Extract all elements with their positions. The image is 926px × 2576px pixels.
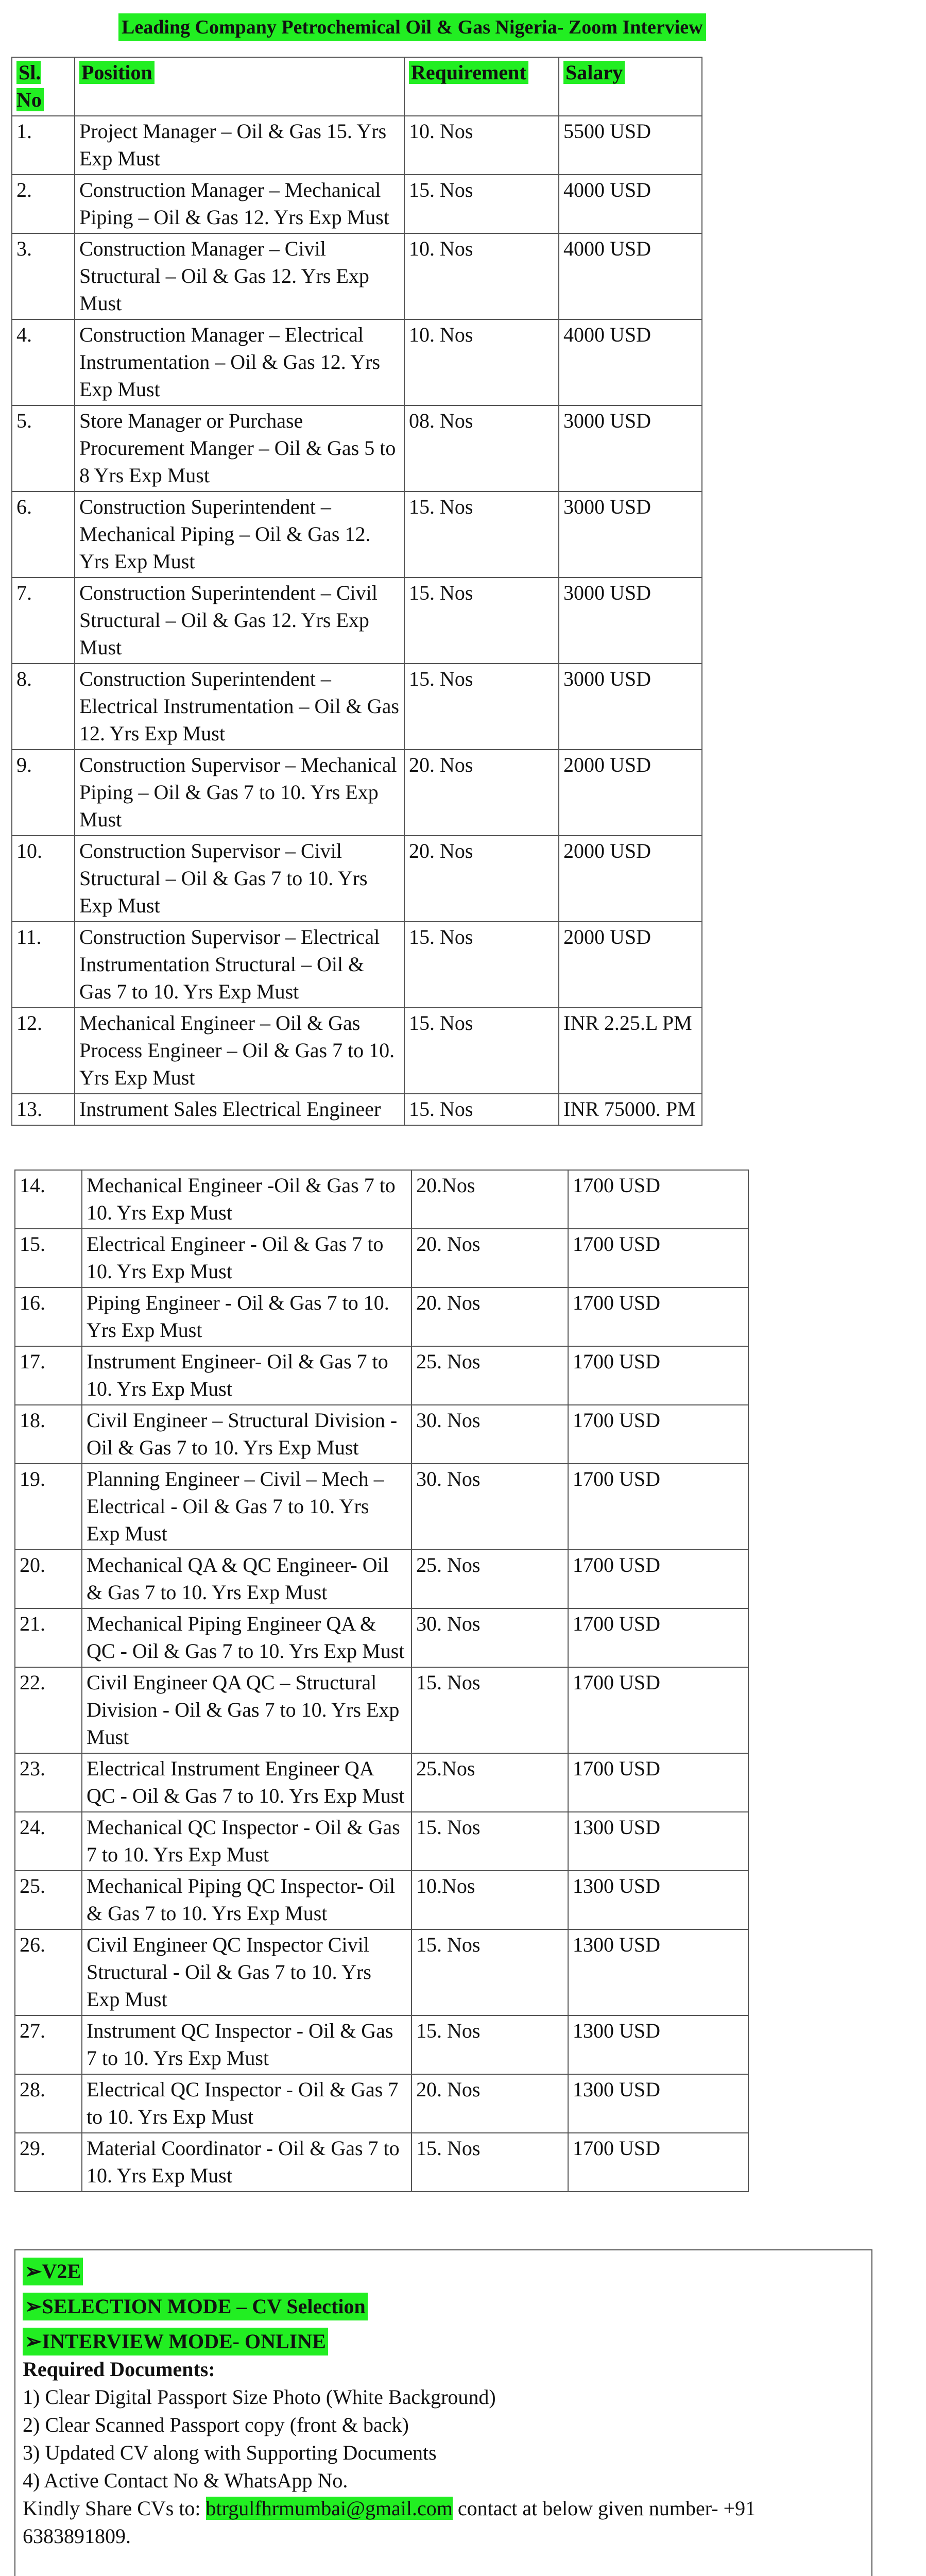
cell-sl-no: 27.	[15, 2015, 82, 2074]
page-title: Leading Company Petrochemical Oil & Gas Nigeria- Zoom Interview	[118, 13, 706, 41]
table-row	[12, 319, 702, 405]
selection-mode-note: ➢SELECTION MODE – CV Selection	[23, 2293, 368, 2320]
cell-salary: 3000 USD	[559, 405, 702, 492]
cell-sl-no: 9.	[12, 750, 75, 836]
cell-position: Construction Manager – Civil Structural – Oil & Gas 12. Yrs Exp Must	[75, 233, 404, 319]
cell-position: Construction Superintendent – Electrical Instrumentation – Oil & Gas 12. Yrs Exp Must	[75, 664, 404, 750]
cell-salary: 1700 USD	[568, 1170, 748, 1229]
cell-position: Piping Engineer - Oil & Gas 7 to 10. Yrs Exp Must	[82, 1287, 411, 1346]
cell-sl-no: 16.	[15, 1287, 82, 1346]
cell-sl-no: 6.	[12, 492, 75, 578]
cell-sl-no: 21.	[15, 1608, 82, 1667]
cell-requirement: 20. Nos	[411, 2074, 568, 2133]
cell-sl-no: 7.	[12, 578, 75, 664]
cell-salary: 1700 USD	[568, 1464, 748, 1550]
application-info-box	[14, 2249, 872, 2576]
cell-requirement: 25. Nos	[411, 1346, 568, 1405]
cell-sl-no: 25.	[15, 1871, 82, 1929]
table-row	[12, 175, 702, 233]
cell-position: Civil Engineer – Structural Division - Oil & Gas 7 to 10. Yrs Exp Must	[82, 1405, 411, 1464]
required-document-item: 2) Clear Scanned Passport copy (front & back)	[23, 2413, 409, 2436]
cell-position: Planning Engineer – Civil – Mech – Electrical - Oil & Gas 7 to 10. Yrs Exp Must	[82, 1464, 411, 1550]
table-row	[12, 233, 702, 319]
cell-requirement: 08. Nos	[404, 405, 559, 492]
cell-position: Mechanical Engineer – Oil & Gas Process Engineer – Oil & Gas 7 to 10. Yrs Exp Must	[75, 1008, 404, 1094]
cell-salary: 1300 USD	[568, 1871, 748, 1929]
cell-sl-no: 2.	[12, 175, 75, 233]
cell-salary: 2000 USD	[559, 750, 702, 836]
cell-salary: 1700 USD	[568, 2133, 748, 2192]
cell-sl-no: 1.	[12, 116, 75, 175]
cell-position: Construction Superintendent – Civil Structural – Oil & Gas 12. Yrs Exp Must	[75, 578, 404, 664]
cell-requirement: 15. Nos	[411, 2133, 568, 2192]
share-cv-instruction: Kindly Share CVs to: btrgulfhrmumbai@gmail.com contact at below given number- +91 6383891809.	[23, 2497, 756, 2548]
cell-salary: 2000 USD	[559, 922, 702, 1008]
cell-position: Civil Engineer QC Inspector Civil Structural - Oil & Gas 7 to 10. Yrs Exp Must	[82, 1929, 411, 2015]
table-row	[15, 1753, 748, 1812]
table-row	[15, 2074, 748, 2133]
cell-position: Mechanical Piping Engineer QA & QC - Oil & Gas 7 to 10. Yrs Exp Must	[82, 1608, 411, 1667]
cell-sl-no: 4.	[12, 319, 75, 405]
cell-position: Construction Manager – Mechanical Piping – Oil & Gas 12. Yrs Exp Must	[75, 175, 404, 233]
cell-salary: 1700 USD	[568, 1667, 748, 1753]
cell-position: Instrument Engineer- Oil & Gas 7 to 10. Yrs Exp Must	[82, 1346, 411, 1405]
cell-requirement: 25.Nos	[411, 1753, 568, 1812]
cell-sl-no: 15.	[15, 1229, 82, 1287]
cell-requirement: 15. Nos	[411, 1812, 568, 1871]
table-row	[12, 836, 702, 922]
cell-requirement: 30. Nos	[411, 1405, 568, 1464]
cell-position: Electrical Instrument Engineer QA QC - Oil & Gas 7 to 10. Yrs Exp Must	[82, 1753, 411, 1812]
cell-requirement: 15. Nos	[411, 1667, 568, 1753]
cell-position: Instrument Sales Electrical Engineer	[75, 1094, 404, 1125]
cell-salary: INR 2.25.L PM	[559, 1008, 702, 1094]
table-row	[15, 1812, 748, 1871]
cell-salary: 4000 USD	[559, 233, 702, 319]
table-header-row	[12, 57, 702, 116]
cell-salary: 5500 USD	[559, 116, 702, 175]
cell-salary: 1700 USD	[568, 1405, 748, 1464]
cell-salary: 1700 USD	[568, 1753, 748, 1812]
cell-salary: 3000 USD	[559, 492, 702, 578]
table-row	[15, 1405, 748, 1464]
cell-sl-no: 26.	[15, 1929, 82, 2015]
cell-requirement: 15. Nos	[404, 492, 559, 578]
cell-salary: 1300 USD	[568, 1812, 748, 1871]
table-row	[15, 2133, 748, 2192]
share-email-link[interactable]: btrgulfhrmumbai@gmail.com	[205, 2497, 453, 2520]
jobs-table-part-1	[11, 57, 702, 1126]
table-row	[15, 1871, 748, 1929]
cell-salary: 1700 USD	[568, 1287, 748, 1346]
cell-sl-no: 5.	[12, 405, 75, 492]
required-document-item: 3) Updated CV along with Supporting Documents	[23, 2441, 437, 2464]
cell-position: Civil Engineer QA QC – Structural Division - Oil & Gas 7 to 10. Yrs Exp Must	[82, 1667, 411, 1753]
table-row	[12, 405, 702, 492]
table-row	[12, 922, 702, 1008]
table-row	[12, 492, 702, 578]
cell-salary: 1700 USD	[568, 1608, 748, 1667]
cell-salary: 3000 USD	[559, 578, 702, 664]
cell-requirement: 20. Nos	[411, 1229, 568, 1287]
cell-salary: INR 75000. PM	[559, 1094, 702, 1125]
cell-salary: 1700 USD	[568, 1346, 748, 1405]
cell-sl-no: 18.	[15, 1405, 82, 1464]
cell-requirement: 15. Nos	[411, 1929, 568, 2015]
table-row	[15, 1346, 748, 1405]
required-document-item: 4) Active Contact No & WhatsApp No.	[23, 2469, 348, 2492]
cell-position: Store Manager or Purchase Procurement Manger – Oil & Gas 5 to 8 Yrs Exp Must	[75, 405, 404, 492]
cell-sl-no: 13.	[12, 1094, 75, 1125]
cell-salary: 1300 USD	[568, 2015, 748, 2074]
cell-sl-no: 10.	[12, 836, 75, 922]
cell-requirement: 30. Nos	[411, 1608, 568, 1667]
table-row	[15, 1170, 748, 1229]
cell-requirement: 10. Nos	[404, 319, 559, 405]
cell-sl-no: 17.	[15, 1346, 82, 1405]
cell-salary: 3000 USD	[559, 664, 702, 750]
cell-position: Electrical QC Inspector - Oil & Gas 7 to 10. Yrs Exp Must	[82, 2074, 411, 2133]
cell-sl-no: 23.	[15, 1753, 82, 1812]
table-row	[15, 1608, 748, 1667]
cell-requirement: 10. Nos	[404, 233, 559, 319]
cell-requirement: 10.Nos	[411, 1871, 568, 1929]
cell-position: Mechanical Piping QC Inspector- Oil & Gas 7 to 10. Yrs Exp Must	[82, 1871, 411, 1929]
table-row	[15, 1667, 748, 1753]
jobs-table-part-2	[14, 1170, 749, 2192]
cell-sl-no: 11.	[12, 922, 75, 1008]
cell-salary: 1300 USD	[568, 1929, 748, 2015]
cell-sl-no: 28.	[15, 2074, 82, 2133]
cell-requirement: 20.Nos	[411, 1170, 568, 1229]
table-row	[12, 116, 702, 175]
v2e-note: ➢V2E	[23, 2258, 83, 2285]
cell-requirement: 20. Nos	[411, 1287, 568, 1346]
cell-sl-no: 19.	[15, 1464, 82, 1550]
table-row	[15, 2015, 748, 2074]
cell-sl-no: 3.	[12, 233, 75, 319]
cell-position: Mechanical QC Inspector - Oil & Gas 7 to 10. Yrs Exp Must	[82, 1812, 411, 1871]
cell-requirement: 15. Nos	[404, 1008, 559, 1094]
cell-sl-no: 22.	[15, 1667, 82, 1753]
cell-requirement: 30. Nos	[411, 1464, 568, 1550]
cell-requirement: 15. Nos	[404, 664, 559, 750]
header-salary: Salary	[559, 57, 702, 116]
table-row	[12, 578, 702, 664]
table-row	[15, 1550, 748, 1608]
cell-sl-no: 24.	[15, 1812, 82, 1871]
table-row	[15, 1929, 748, 2015]
cell-position: Construction Manager – Electrical Instrumentation – Oil & Gas 12. Yrs Exp Must	[75, 319, 404, 405]
cell-salary: 1300 USD	[568, 2074, 748, 2133]
cell-sl-no: 20.	[15, 1550, 82, 1608]
required-documents-list	[23, 2383, 864, 2495]
cell-requirement: 20. Nos	[404, 750, 559, 836]
cell-salary: 4000 USD	[559, 319, 702, 405]
cell-position: Construction Supervisor – Civil Structural – Oil & Gas 7 to 10. Yrs Exp Must	[75, 836, 404, 922]
cell-position: Electrical Engineer - Oil & Gas 7 to 10. Yrs Exp Must	[82, 1229, 411, 1287]
table-row	[12, 1008, 702, 1094]
table-row	[12, 1094, 702, 1125]
cell-salary: 4000 USD	[559, 175, 702, 233]
cell-position: Mechanical Engineer -Oil & Gas 7 to 10. Yrs Exp Must	[82, 1170, 411, 1229]
cell-requirement: 15. Nos	[404, 922, 559, 1008]
cell-sl-no: 29.	[15, 2133, 82, 2192]
cell-salary: 2000 USD	[559, 836, 702, 922]
cell-position: Construction Superintendent – Mechanical Piping – Oil & Gas 12. Yrs Exp Must	[75, 492, 404, 578]
cell-position: Mechanical QA & QC Engineer- Oil & Gas 7 to 10. Yrs Exp Must	[82, 1550, 411, 1608]
cell-position: Construction Supervisor – Electrical Instrumentation Structural – Oil & Gas 7 to 10. Yrs Exp Must	[75, 922, 404, 1008]
header-position: Position	[75, 57, 404, 116]
cell-requirement: 15. Nos	[404, 175, 559, 233]
cell-requirement: 15. Nos	[411, 2015, 568, 2074]
cell-requirement: 15. Nos	[404, 1094, 559, 1125]
cell-sl-no: 12.	[12, 1008, 75, 1094]
header-sl-no: Sl. No	[12, 57, 75, 116]
cell-sl-no: 14.	[15, 1170, 82, 1229]
cell-position: Material Coordinator - Oil & Gas 7 to 10. Yrs Exp Must	[82, 2133, 411, 2192]
table-row	[12, 750, 702, 836]
table-row	[12, 664, 702, 750]
cell-salary: 1700 USD	[568, 1550, 748, 1608]
table-row	[15, 1464, 748, 1550]
cell-requirement: 25. Nos	[411, 1550, 568, 1608]
cell-requirement: 10. Nos	[404, 116, 559, 175]
header-requirement: Requirement	[404, 57, 559, 116]
cell-salary: 1700 USD	[568, 1229, 748, 1287]
required-documents-heading: Required Documents:	[23, 2358, 215, 2381]
table-row	[15, 1287, 748, 1346]
cell-requirement: 20. Nos	[404, 836, 559, 922]
cell-sl-no: 8.	[12, 664, 75, 750]
cell-position: Construction Supervisor – Mechanical Piping – Oil & Gas 7 to 10. Yrs Exp Must	[75, 750, 404, 836]
cell-position: Instrument QC Inspector - Oil & Gas 7 to 10. Yrs Exp Must	[82, 2015, 411, 2074]
interview-mode-note: ➢INTERVIEW MODE- ONLINE	[23, 2328, 328, 2355]
required-document-item: 1) Clear Digital Passport Size Photo (White Background)	[23, 2385, 496, 2409]
cell-requirement: 15. Nos	[404, 578, 559, 664]
table-row	[15, 1229, 748, 1287]
cell-position: Project Manager – Oil & Gas 15. Yrs Exp Must	[75, 116, 404, 175]
